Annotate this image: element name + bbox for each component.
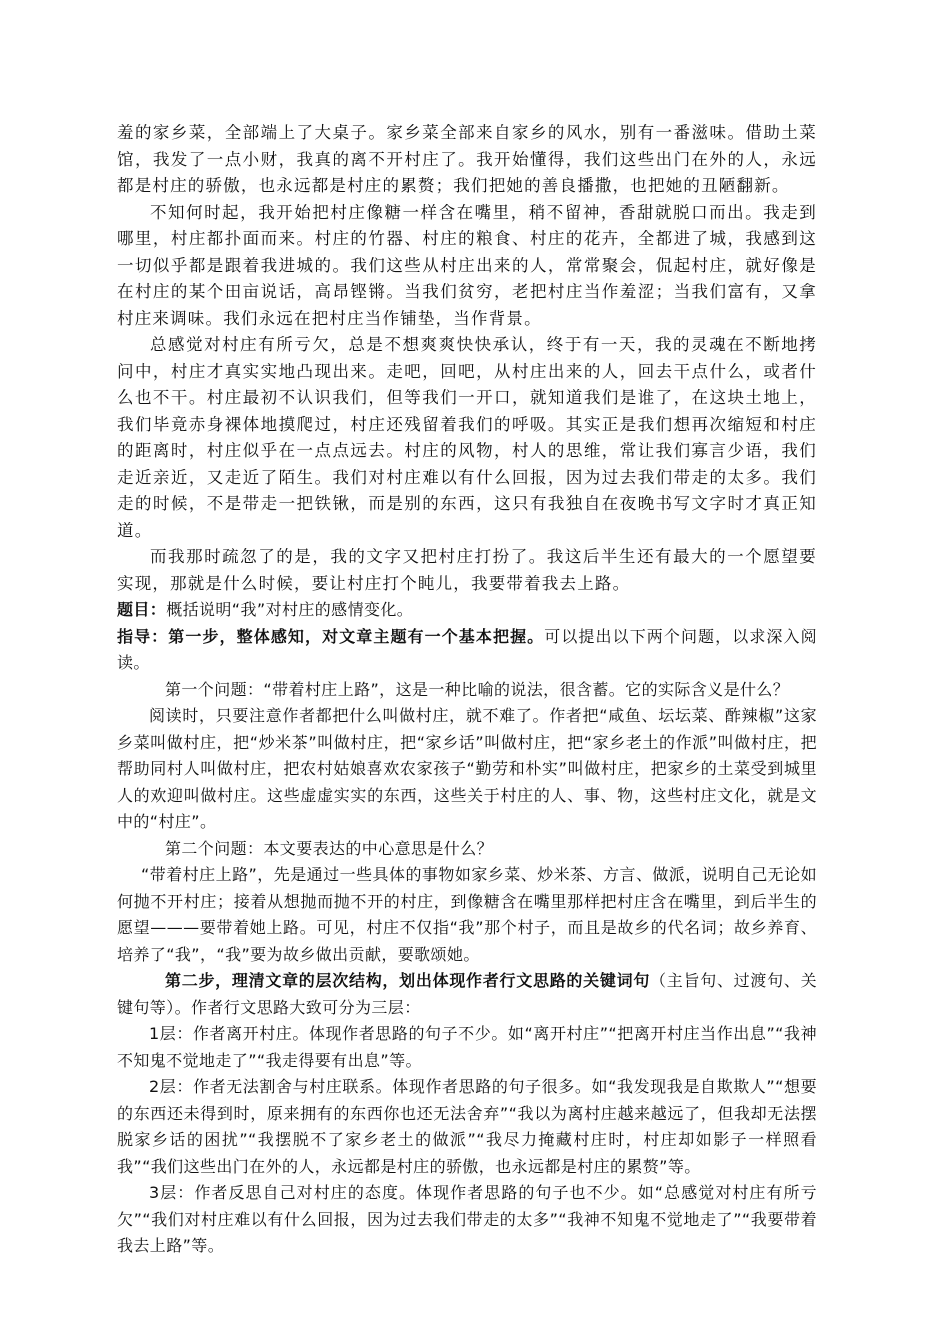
step2-title: 第二步，理清文章的层次结构，划出体现作者行文思路的关键词句 (165, 971, 651, 990)
step1-text: 可以提出以下两个问题，以求深入阅读。 (117, 626, 817, 672)
question-2: 第二个问题：本文要表达的中心意思是什么？ (165, 838, 494, 858)
guide-step2 (117, 968, 817, 1021)
story-paragraph-4: 而我那时疏忽了的是，我的文字又把村庄打扮了。我这后半生还有最大的一个愿望要实现，那就是什么时候，要让村庄打个盹儿，我要带着我去上路。 (117, 547, 817, 593)
guide-step1 (117, 624, 817, 677)
layer-2: 2层：作者无法割舍与村庄联系。体现作者思路的句子很多。如“我发现我是自欺欺人”“想要的东西还未得到时，原来拥有的东西你也还无法舍弃”“我以为离村庄越来越远了，但我却无法摆脱家乡话的困扰”“我摆脱不了家乡老土的做派”“我尽力掩藏村庄时，村庄却如影子一样照看我”“我们这些出门在外的人，永远都是村庄的骄傲，也永远都是村庄的累赘”等。 (117, 1077, 817, 1176)
question-text: 概括说明“我”对村庄的感情变化。 (166, 600, 414, 619)
layer-3: 3层：作者反思自己对村庄的态度。体现作者思路的句子也不少。如“总感觉对村庄有所亏欠”“我们对村庄难以有什么回报，因为过去我们带走的太多”“我神不知鬼不觉地走了”“我要带着我去上路”等。 (117, 1183, 817, 1255)
step1-title: 第一步，整体感知，对文章主题有一个基本把握。 (168, 626, 545, 646)
guide-label: 指导： (117, 626, 169, 646)
document-page (117, 120, 817, 1260)
question-1: 第一个问题：“带着村庄上路”，这是一种比喻的说法，很含蓄。它的实际含义是什么？ (165, 679, 790, 699)
layer-1: 1层：作者离开村庄。体现作者思路的句子不少。如“离开村庄”“把离开村庄当作出息”“我神不知鬼不觉地走了”“我走得要有出息”等。 (117, 1024, 817, 1070)
question-label: 题目： (117, 600, 167, 619)
story-paragraph-3: 总感觉对村庄有所亏欠，总是不想爽爽快快承认，终于有一天，我的灵魂在不断地拷问中，村庄才真实实地凸现出来。走吧，回吧，从村庄出来的人，回去干点什么，或者什么也不干。村庄最初不认识我们，但等我们一开口，就知道我们是谁了，在这块土地上，我们毕竟赤身裸体地摸爬过，村庄还残留着我们的呼吸。其实正是我们想再次缩短和村庄的距离时，村庄似乎在一点点远去。村庄的风物，村人的思维，常让我们寡言少语，我们走近亲近，又走近了陌生。我们对村庄难以有什么回报，因为过去我们带走的太多。我们走的时候，不是带走一把铁锹，而是别的东西，这只有我独自在夜晚书写文字时才真正知道。 (117, 335, 817, 540)
answer-1: 阅读时，只要注意作者都把什么叫做村庄，就不难了。作者把“咸鱼、坛坛菜、酢辣椒”这家乡菜叫做村庄，把“炒米茶”叫做村庄，把“家乡话”叫做村庄，把“家乡老土的作派”叫做村庄，把帮助同村人叫做村庄，把农村姑娘喜欢农家孩子“勤劳和朴实”叫做村庄，把家乡的土菜受到城里人的欢迎叫做村庄。这些虚虚实实的东西，这些关于村庄的人、事、物，这些村庄文化，就是文中的“村庄”。 (117, 706, 817, 831)
story-paragraph-2: 不知何时起，我开始把村庄像糖一样含在嘴里，稍不留神，香甜就脱口而出。我走到哪里，村庄都扑面而来。村庄的竹器、村庄的粮食、村庄的花卉，全都进了城，我感到这一切似乎都是跟着我进城的。我们这些从村庄出来的人，常常聚会，侃起村庄，就好像是在村庄的某个田亩说话，高昂铿锵。当我们贫穷，老把村庄当作羞涩；当我们富有，又拿村庄来调味。我们永远在把村庄当作铺垫，当作背景。 (117, 202, 817, 328)
step2-text: （主旨句、过渡句、关键句等）。作者行文思路大致可分为三层： (117, 971, 817, 1017)
story-paragraph-1: 羞的家乡菜，全部端上了大桌子。家乡菜全部来自家乡的风水，别有一番滋味。借助土菜馆，我发了一点小财，我真的离不开村庄了。我开始懂得，我们这些出门在外的人，永远都是村庄的骄傲，也永远都是村庄的累赘；我们把她的善良播撒，也把她的丑陋翻新。 (117, 123, 817, 195)
question-line (117, 597, 817, 624)
answer-2: “带着村庄上路”，先是通过一些具体的事物如家乡菜、炒米茶、方言、做派，说明自己无论如何抛不开村庄；接着从想抛而抛不开的村庄，到像糖含在嘴里那样把村庄含在嘴里，到后半生的愿望———要带着她上路。可见，村庄不仅指“我”那个村子，而且是故乡的代名词；故乡养育、培养了“我”，“我”要为故乡做出贡献，要歌颂她。 (117, 865, 817, 964)
